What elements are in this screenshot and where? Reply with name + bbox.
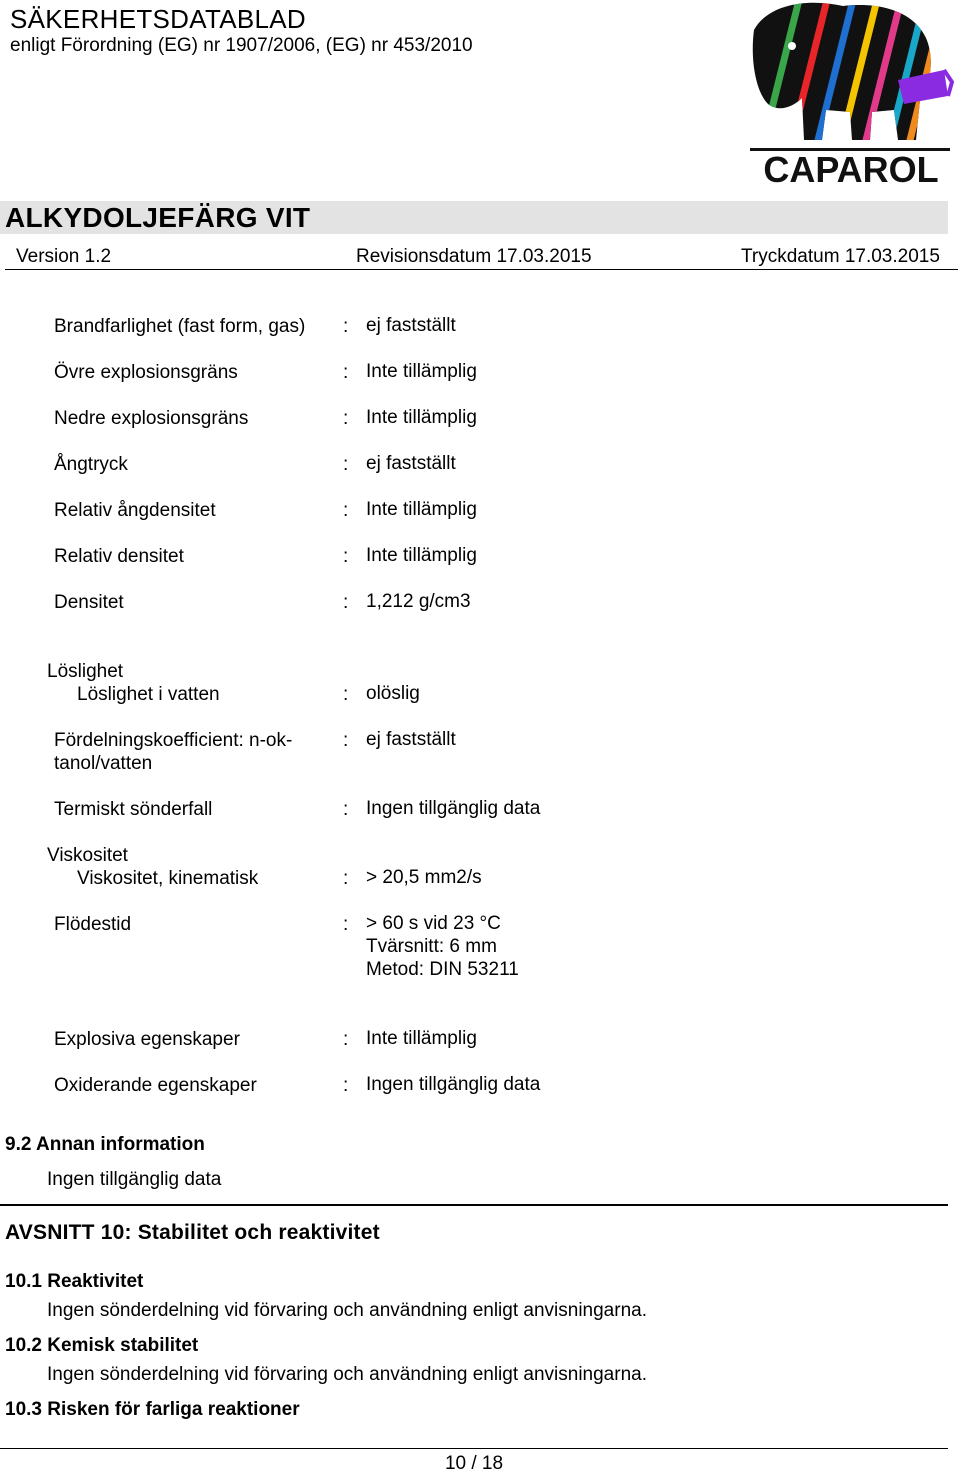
kinematic-viscosity-label: Viskositet, kinematisk: [77, 868, 259, 889]
upper-explosion-value: Inte tillämplig: [366, 361, 477, 382]
header-divider: [5, 269, 958, 270]
document-title: SÄKERHETSDATABLAD: [10, 4, 306, 34]
relative-density-value: Inte tillämplig: [366, 545, 477, 566]
relative-density-label: Relativ densitet: [54, 546, 184, 567]
flammability-value: ej fastställt: [366, 315, 456, 336]
oxidizing-label: Oxiderande egenskaper: [54, 1075, 257, 1096]
print-date: Tryckdatum 17.03.2015: [741, 246, 940, 267]
density-value: 1,212 g/cm3: [366, 591, 471, 612]
viscosity-group-label: Viskositet: [47, 845, 128, 866]
section-10-1-text: Ingen sönderdelning vid förvaring och användning enligt anvisningarna.: [47, 1300, 647, 1321]
colon: :: [343, 454, 349, 475]
partition-coefficient-label-2: tanol/vatten: [54, 753, 153, 774]
colon: :: [343, 500, 349, 521]
relative-vapor-density-value: Inte tillämplig: [366, 499, 477, 520]
water-solubility-value: olöslig: [366, 683, 420, 704]
colon: :: [343, 868, 349, 889]
flow-time-value-3: Metod: DIN 53211: [366, 959, 519, 980]
colon: :: [343, 362, 349, 383]
colon: :: [343, 592, 349, 613]
section-9-2-heading: 9.2 Annan information: [5, 1134, 205, 1155]
colon: :: [343, 546, 349, 567]
section-10-2-text: Ingen sönderdelning vid förvaring och användning enligt anvisningarna.: [47, 1364, 647, 1385]
section-10-heading: AVSNITT 10: Stabilitet och reaktivitet: [5, 1221, 380, 1244]
vapor-pressure-label: Ångtryck: [54, 454, 128, 475]
page-number: 10 / 18: [444, 1453, 504, 1474]
relative-vapor-density-label: Relativ ångdensitet: [54, 500, 216, 521]
explosive-label: Explosiva egenskaper: [54, 1029, 240, 1050]
upper-explosion-label: Övre explosionsgräns: [54, 362, 238, 383]
section-10-1-heading: 10.1 Reaktivitet: [5, 1271, 144, 1292]
colon: :: [343, 316, 349, 337]
colon: :: [343, 408, 349, 429]
flow-time-value-2: Tvärsnitt: 6 mm: [366, 936, 497, 957]
flow-time-value-1: > 60 s vid 23 °C: [366, 913, 501, 934]
explosive-value: Inte tillämplig: [366, 1028, 477, 1049]
flow-time-label: Flödestid: [54, 914, 132, 935]
section-9-2-text: Ingen tillgänglig data: [47, 1169, 222, 1190]
section-divider: [0, 1204, 948, 1206]
revision-date: Revisionsdatum 17.03.2015: [356, 246, 592, 267]
partition-coefficient-label-1: Fördelningskoefficient: n-ok-: [54, 730, 293, 751]
colon: :: [343, 684, 349, 705]
density-label: Densitet: [54, 592, 124, 613]
partition-coefficient-value: ej fastställt: [366, 729, 456, 750]
lower-explosion-label: Nedre explosionsgräns: [54, 408, 249, 429]
lower-explosion-value: Inte tillämplig: [366, 407, 477, 428]
version: Version 1.2: [16, 246, 112, 267]
thermal-decomposition-label: Termiskt sönderfall: [54, 799, 213, 820]
colon: :: [343, 914, 349, 935]
footer-divider: [0, 1448, 948, 1449]
thermal-decomposition-value: Ingen tillgänglig data: [366, 798, 541, 819]
regulation-subtitle: enligt Förordning (EG) nr 1907/2006, (EG) nr 453/2010: [10, 35, 473, 56]
product-name: ALKYDOLJEFÄRG VIT: [5, 202, 311, 233]
solubility-group-label: Löslighet: [47, 661, 124, 682]
colon: :: [343, 730, 349, 751]
oxidizing-value: Ingen tillgänglig data: [366, 1074, 541, 1095]
colon: :: [343, 1075, 349, 1096]
vapor-pressure-value: ej fastställt: [366, 453, 456, 474]
caparol-logo: [748, 0, 954, 190]
section-10-2-heading: 10.2 Kemisk stabilitet: [5, 1335, 199, 1356]
kinematic-viscosity-value: > 20,5 mm2/s: [366, 867, 482, 888]
water-solubility-label: Löslighet i vatten: [77, 684, 220, 705]
colon: :: [343, 799, 349, 820]
section-10-3-heading: 10.3 Risken för farliga reaktioner: [5, 1399, 300, 1420]
colon: :: [343, 1029, 349, 1050]
flammability-label: Brandfarlighet (fast form, gas): [54, 316, 306, 337]
brand-name: CAPAROL: [763, 149, 939, 190]
